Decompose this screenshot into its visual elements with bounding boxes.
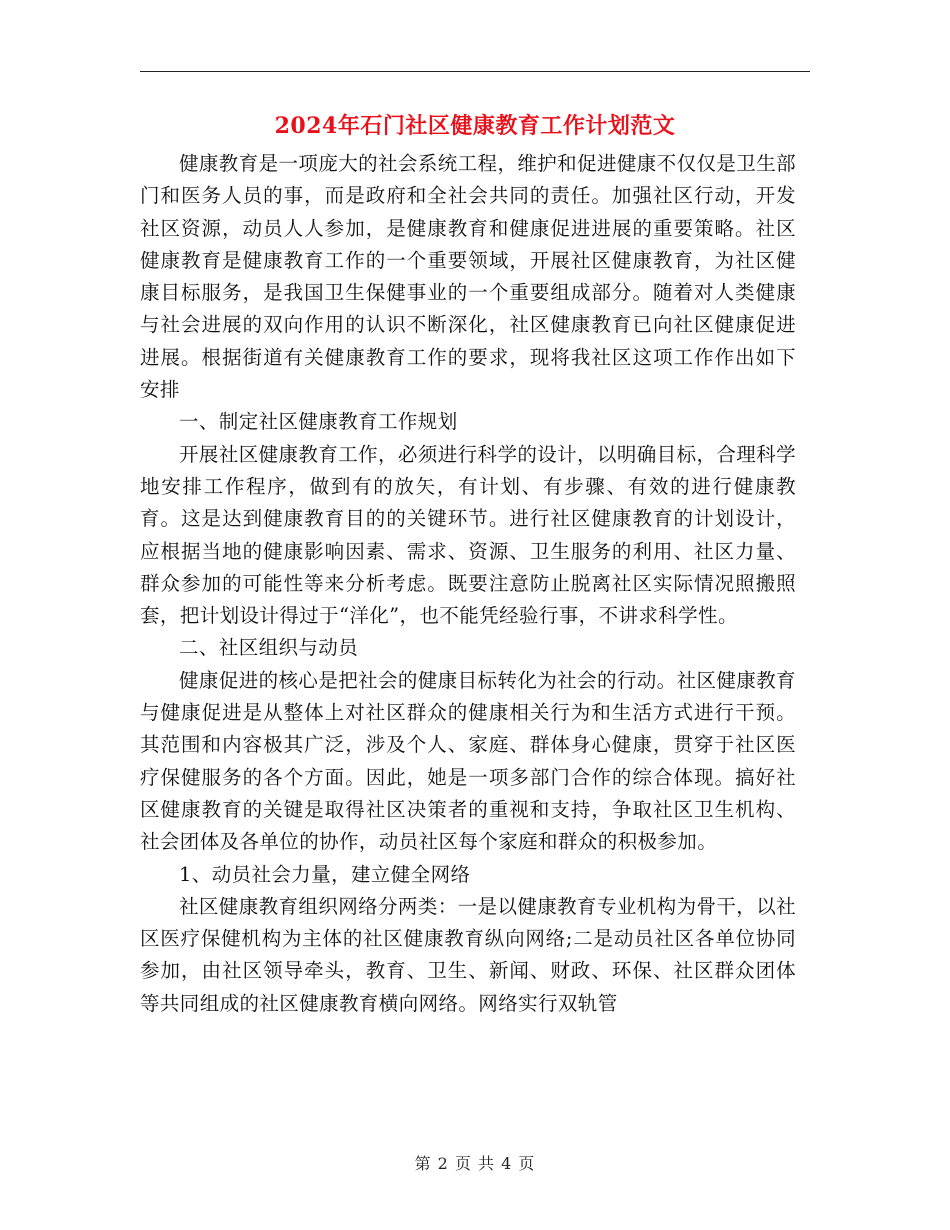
- body-paragraph: 健康促进的核心是把社会的健康目标转化为社会的行动。社区健康教育与健康促进是从整体上对社区群众的健康相关行为和生活方式进行干预。其范围和内容极其广泛，涉及个人、家庭、群体身心健康，贯穿于社区医疗保健服务的各个方面。因此，她是一项多部门合作的综合体现。搞好社区健康教育的关键是取得社区决策者的重视和支持，争取社区卫生机构、社会团体及各单位的协作，动员社区每个家庭和群众的积极参加。: [140, 668, 796, 854]
- section-heading: 二、社区组织与动员: [179, 636, 359, 660]
- body-paragraph: 开展社区健康教育工作，必须进行科学的设计，以明确目标，合理科学地安排工作程序，做到有的放矢，有计划、有步骤、有效的进行健康教育。这是达到健康教育目的的关键环节。进行社区健康教育的计划设计，应根据当地的健康影响因素、需求、资源、卫生服务的利用、社区力量、群众参加的可能性等来分析考虑。既要注意防止脱离社区实际情况照搬照套，把计划设计得过于“洋化”，也不能凭经验行事，不讲求科学性。: [140, 442, 796, 628]
- document-body: [140, 148, 796, 1020]
- page-number-footer: 第 2 页 共 4 页: [414, 1154, 536, 1173]
- body-paragraph: 社区健康教育组织网络分两类：一是以健康教育专业机构为骨干，以社区医疗保健机构为主体的社区健康教育纵向网络;二是动员社区各单位协同参加，由社区领导牵头，教育、卫生、新闻、财政、环保、社区群众团体等共同组成的社区健康教育横向网络。网络实行双轨管: [140, 894, 796, 1015]
- body-paragraph: 健康教育是一项庞大的社会系统工程，维护和促进健康不仅仅是卫生部门和医务人员的事，而是政府和全社会共同的责任。加强社区行动，开发社区资源，动员人人参加，是健康教育和健康促进进展的重要策略。社区健康教育是健康教育工作的一个重要领域，开展社区健康教育，为社区健康目标服务，是我国卫生保健事业的一个重要组成部分。随着对人类健康与社会进展的双向作用的认识不断深化，社区健康教育已向社区健康促进进展。根据街道有关健康教育工作的要求，现将我社区这项工作作出如下安排: [140, 152, 796, 402]
- header-rule: [140, 71, 810, 72]
- document-title: 2024年石门社区健康教育工作计划范文: [274, 113, 676, 139]
- section-heading: 一、制定社区健康教育工作规划: [179, 410, 458, 434]
- subsection-heading: 1、动员社会力量，建立健全网络: [179, 862, 471, 886]
